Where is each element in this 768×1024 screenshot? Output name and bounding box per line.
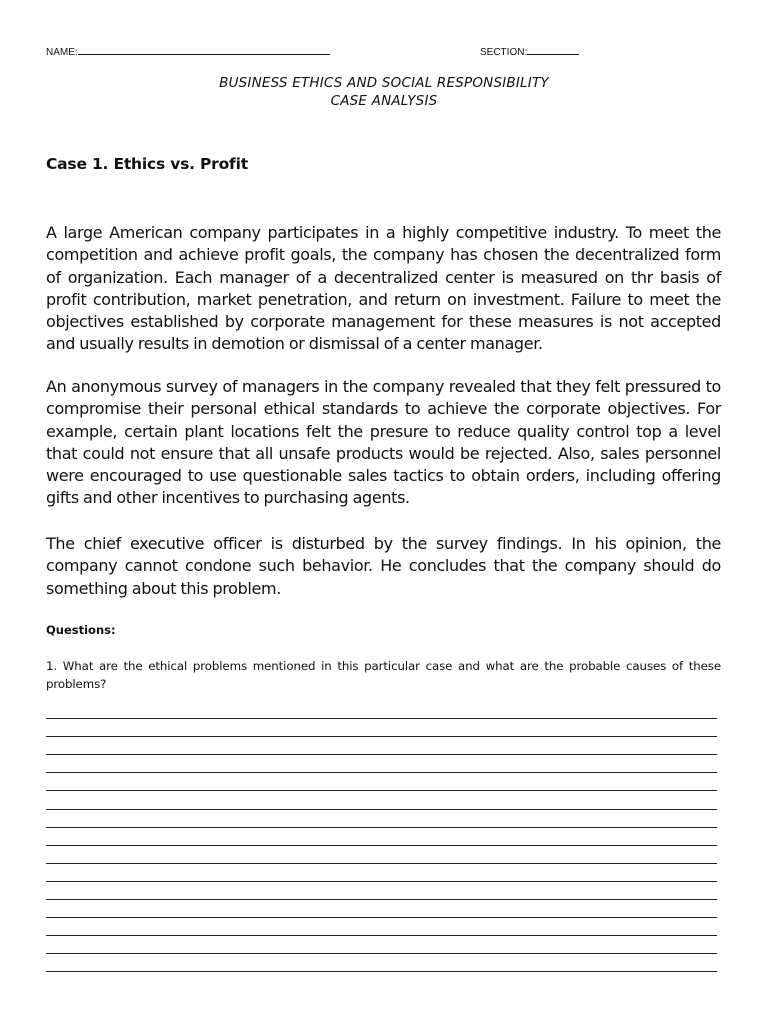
name-blank-line[interactable] [78, 44, 330, 55]
answer-line[interactable] [46, 773, 717, 791]
document-title [0, 74, 768, 110]
name-field[interactable] [46, 44, 330, 58]
title-line-2: CASE ANALYSIS [330, 93, 438, 109]
answer-line[interactable] [46, 737, 717, 755]
name-label: NAME: [46, 47, 78, 58]
questions-heading: Questions: [46, 623, 116, 637]
answer-line[interactable] [46, 755, 717, 773]
answer-line[interactable] [46, 918, 717, 936]
student-info-header [46, 44, 726, 60]
section-blank-line[interactable] [527, 44, 579, 55]
answer-line[interactable] [46, 900, 717, 918]
answer-lines[interactable] [46, 701, 717, 972]
case-paragraph-3: The chief executive officer is disturbed by the survey findings. In his opinion, the company cannot condone such behavior. He concludes that the company should do something about this problem. [46, 534, 721, 598]
answer-line[interactable] [46, 954, 717, 972]
case-paragraph-2: An anonymous survey of managers in the company revealed that they felt pressured to compromise their personal ethical standards to achieve the corporate objectives. For example, certain plant locations felt the presure to reduce quality control top a level that could not ensure that all unsafe products would be rejected. Also, sales personnel were encouraged to use questionable sales tactics to obtain orders, including offering gifts and other incentives to purchasing agents. [46, 377, 721, 508]
answer-line[interactable] [46, 846, 717, 864]
title-line-1: BUSINESS ETHICS AND SOCIAL RESPONSIBILITY [219, 75, 549, 91]
answer-line[interactable] [46, 810, 717, 828]
case-heading: Case 1. Ethics vs. Profit [46, 155, 248, 173]
answer-line[interactable] [46, 828, 717, 846]
answer-line[interactable] [46, 719, 717, 737]
question-1: 1. What are the ethical problems mentioned in this particular case and what are the probable causes of these problems? [46, 659, 721, 691]
answer-line[interactable] [46, 864, 717, 882]
section-label: SECTION: [480, 47, 528, 58]
answer-line[interactable] [46, 936, 717, 954]
answer-line[interactable] [46, 791, 717, 809]
section-field[interactable] [480, 44, 579, 58]
answer-line[interactable] [46, 882, 717, 900]
answer-line[interactable] [46, 701, 717, 719]
case-paragraph-1: A large American company participates in a highly competitive industry. To meet the competition and achieve profit goals, the company has chosen the decentralized form of organization. Each manager of a decentralized center is measured on thr basis of profit contribution, market penetration, and return on investment. Failure to meet the objectives established by corporate management for these measures is not accepted and usually results in demotion or dismissal of a center manager. [46, 223, 721, 354]
